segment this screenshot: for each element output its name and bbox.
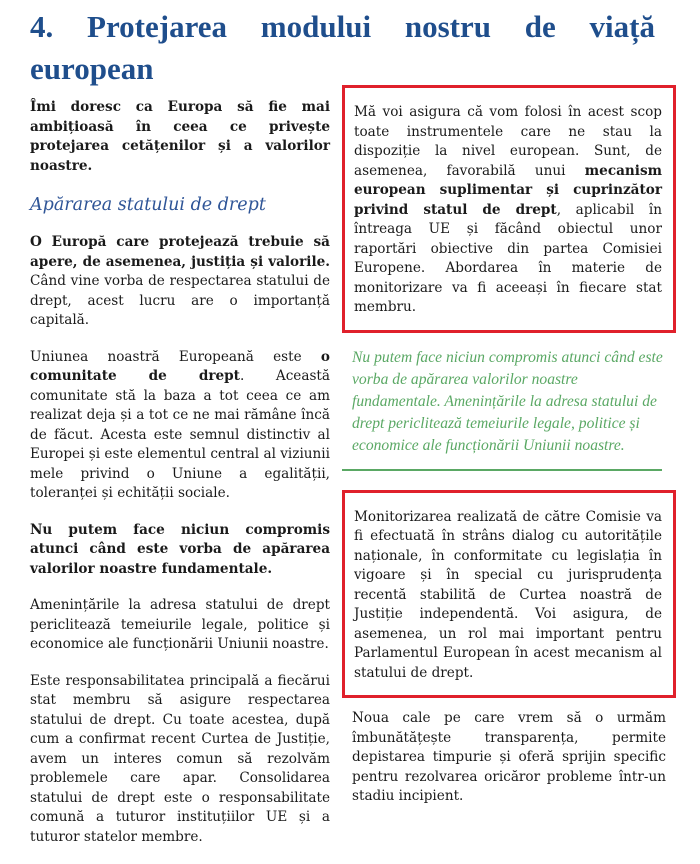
paragraph-1-rest: Când vine vorba de respectarea statului de drept, acest lucru are o importanță capitală. bbox=[30, 273, 330, 328]
highlight-box-2 bbox=[342, 490, 676, 699]
pull-quote: Nu putem face niciun compromis atunci când este vorba de apărarea valorilor noastre fundamentale. Amenințările la adresa statului de drept periclitează temeiurile legale, politice și economice ale funcționării Uniunii noastre. bbox=[352, 348, 663, 454]
box-2-text: Monitorizarea realizată de către Comisie va fi efectuată în strâns dialog cu autoritățile naționale, în conformitate cu legislația în vigoare și în special cu jurisprudența recentă stabilită de Curtea noastră de Justiție independentă. Voi asigura, de asemenea, un rol mai important pentru Parlamentul European în acest mecanism al statului de drept. bbox=[354, 508, 662, 681]
intro-paragraph: Îmi doresc ca Europa să fie mai ambițioasă în ceea ce privește protejarea cetățenilor și a valorilor noastre. bbox=[30, 99, 330, 174]
quote-divider bbox=[342, 469, 662, 471]
box-1-start: Mă voi asigura că vom folosi în acest scop toate instrumentele care ne stau la dispoziție la nivel european. Sunt, de asemenea, favorabilă unui bbox=[354, 104, 662, 179]
box-1-bold: mecanism european suplimentar și cuprinzător privind statul de drept bbox=[354, 162, 662, 218]
section-heading: 4. Protejarea modului nostru de viață european bbox=[30, 9, 655, 86]
left-column bbox=[30, 98, 330, 864]
box-1-end: , aplicabil în întreaga UE și făcând obiectul unor raportări obiective din partea Comisiei Europene. Abordarea în materie de monitorizare va fi aceeași în fiecare stat membru. bbox=[354, 201, 662, 315]
paragraph-2 bbox=[30, 348, 330, 504]
paragraph-3: Nu putem face niciun compromis atunci când este vorba de apărarea valorilor noastre fundamentale. bbox=[30, 521, 330, 577]
paragraph-1 bbox=[30, 233, 330, 331]
paragraph-1-bold: O Europă care protejează trebuie să apere, de asemenea, justiția și valorile. bbox=[30, 234, 330, 270]
subheading: Apărarea statului de drept bbox=[30, 195, 266, 215]
paragraph-2-start: Uniunea noastră Europeană este bbox=[30, 348, 321, 365]
paragraph-2-bold: o comunitate de drept bbox=[30, 348, 330, 384]
paragraph-4: Amenințările la adresa statului de drept periclitează temeiurile legale, politice și economice ale funcționării Uniunii noastre. bbox=[30, 597, 330, 652]
paragraph-5: Este responsabilitatea principală a fiecărui stat membru să asigure respectarea statului de drept. Cu toate acestea, după cum a confirmat recent Curtea de Justiție, avem un interes comun să rezolvăm problemele care apar. Consolidarea statului de drept este o responsabilitate comună a tuturor instituțiilor UE și a tuturor statelor membre. bbox=[30, 672, 330, 845]
highlight-box-1 bbox=[342, 85, 676, 333]
box-1-text bbox=[354, 103, 662, 318]
paragraph-2-end: . Această comunitate stă la baza a tot ceea ce am realizat deja și a tot ce ne mai rămâne încă de făcut. Acesta este semnul distinctiv al Europei și este elementul central al viziunii mele privind o Uniune a egalității, toleranței și echității sociale. bbox=[30, 368, 330, 501]
closing-paragraph: Noua cale pe care vrem să o urmăm îmbunătățește transparența, permite depistarea timpurie și oferă sprijin specific pentru rezolvarea oricăror probleme într-un stadiu incipient. bbox=[352, 710, 666, 804]
right-column bbox=[342, 85, 676, 824]
